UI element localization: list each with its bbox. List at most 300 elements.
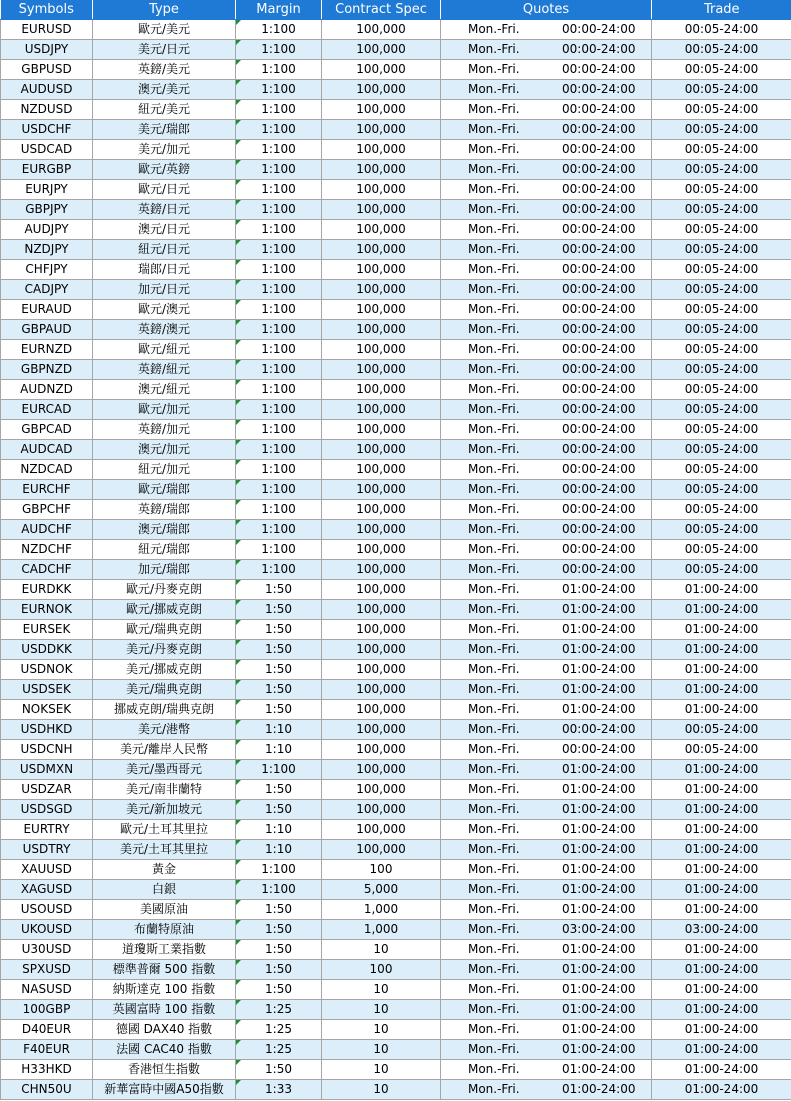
cell-quote-days: Mon.-Fri. bbox=[441, 200, 547, 220]
cell-trade-hours: 00:05-24:00 bbox=[652, 300, 791, 320]
cell-quote-hours: 01:00-24:00 bbox=[547, 1040, 652, 1060]
cell-type: 納斯達克 100 指數 bbox=[93, 980, 236, 1000]
cell-margin: 1:50 bbox=[236, 1060, 322, 1080]
table-row bbox=[1, 60, 791, 80]
cell-symbol: NZDUSD bbox=[1, 100, 93, 120]
cell-margin: 1:10 bbox=[236, 840, 322, 860]
cell-symbol: NASUSD bbox=[1, 980, 93, 1000]
cell-quote-days: Mon.-Fri. bbox=[441, 420, 547, 440]
cell-quote-days: Mon.-Fri. bbox=[441, 260, 547, 280]
table-row bbox=[1, 980, 791, 1000]
cell-margin: 1:100 bbox=[236, 40, 322, 60]
cell-contract-spec: 100,000 bbox=[322, 740, 441, 760]
table-row bbox=[1, 360, 791, 380]
cell-quote-days: Mon.-Fri. bbox=[441, 800, 547, 820]
cell-contract-spec: 100,000 bbox=[322, 200, 441, 220]
cell-quote-days: Mon.-Fri. bbox=[441, 520, 547, 540]
cell-symbol: USDMXN bbox=[1, 760, 93, 780]
table-row bbox=[1, 160, 791, 180]
cell-type: 加元/瑞郎 bbox=[93, 560, 236, 580]
cell-trade-hours: 00:05-24:00 bbox=[652, 260, 791, 280]
cell-trade-hours: 00:05-24:00 bbox=[652, 280, 791, 300]
cell-symbol: U30USD bbox=[1, 940, 93, 960]
cell-trade-hours: 00:05-24:00 bbox=[652, 80, 791, 100]
cell-quote-days: Mon.-Fri. bbox=[441, 740, 547, 760]
cell-type: 美元/丹麥克朗 bbox=[93, 640, 236, 660]
cell-symbol: GBPJPY bbox=[1, 200, 93, 220]
cell-quote-hours: 00:00-24:00 bbox=[547, 20, 652, 40]
cell-margin: 1:100 bbox=[236, 500, 322, 520]
cell-quote-hours: 00:00-24:00 bbox=[547, 300, 652, 320]
cell-quote-hours: 01:00-24:00 bbox=[547, 580, 652, 600]
cell-contract-spec: 10 bbox=[322, 1000, 441, 1020]
cell-contract-spec: 100 bbox=[322, 960, 441, 980]
cell-margin: 1:100 bbox=[236, 340, 322, 360]
table-row bbox=[1, 580, 791, 600]
cell-type: 美國原油 bbox=[93, 900, 236, 920]
cell-contract-spec: 100,000 bbox=[322, 580, 441, 600]
cell-quote-hours: 01:00-24:00 bbox=[547, 800, 652, 820]
cell-quote-hours: 00:00-24:00 bbox=[547, 140, 652, 160]
cell-margin: 1:100 bbox=[236, 440, 322, 460]
table-row bbox=[1, 1020, 791, 1040]
cell-type: 英鎊/澳元 bbox=[93, 320, 236, 340]
cell-symbol: EURDKK bbox=[1, 580, 93, 600]
cell-margin: 1:100 bbox=[236, 460, 322, 480]
cell-trade-hours: 00:05-24:00 bbox=[652, 540, 791, 560]
table-row bbox=[1, 940, 791, 960]
table-row bbox=[1, 400, 791, 420]
header-row bbox=[1, 0, 791, 20]
cell-quote-days: Mon.-Fri. bbox=[441, 820, 547, 840]
table-row bbox=[1, 920, 791, 940]
table-row bbox=[1, 520, 791, 540]
header-trade: Trade bbox=[652, 0, 791, 20]
cell-quote-hours: 01:00-24:00 bbox=[547, 680, 652, 700]
cell-contract-spec: 100,000 bbox=[322, 340, 441, 360]
cell-type: 挪威克朗/瑞典克朗 bbox=[93, 700, 236, 720]
cell-type: 美元/加元 bbox=[93, 140, 236, 160]
cell-type: 美元/瑞郎 bbox=[93, 120, 236, 140]
cell-trade-hours: 01:00-24:00 bbox=[652, 840, 791, 860]
cell-contract-spec: 10 bbox=[322, 980, 441, 1000]
cell-symbol: UKOUSD bbox=[1, 920, 93, 940]
cell-type: 瑞郎/日元 bbox=[93, 260, 236, 280]
cell-type: 英鎊/瑞郎 bbox=[93, 500, 236, 520]
cell-symbol: CADJPY bbox=[1, 280, 93, 300]
cell-symbol: GBPAUD bbox=[1, 320, 93, 340]
cell-margin: 1:100 bbox=[236, 200, 322, 220]
header-symbols: Symbols bbox=[1, 0, 93, 20]
cell-symbol: AUDCAD bbox=[1, 440, 93, 460]
cell-margin: 1:10 bbox=[236, 740, 322, 760]
cell-margin: 1:100 bbox=[236, 380, 322, 400]
cell-contract-spec: 100,000 bbox=[322, 840, 441, 860]
cell-trade-hours: 00:05-24:00 bbox=[652, 360, 791, 380]
table-row bbox=[1, 40, 791, 60]
cell-quote-days: Mon.-Fri. bbox=[441, 20, 547, 40]
cell-quote-days: Mon.-Fri. bbox=[441, 160, 547, 180]
cell-contract-spec: 100,000 bbox=[322, 280, 441, 300]
cell-quote-hours: 01:00-24:00 bbox=[547, 820, 652, 840]
cell-type: 美元/南非蘭特 bbox=[93, 780, 236, 800]
cell-trade-hours: 01:00-24:00 bbox=[652, 980, 791, 1000]
cell-contract-spec: 100,000 bbox=[322, 320, 441, 340]
cell-margin: 1:25 bbox=[236, 1040, 322, 1060]
cell-quote-days: Mon.-Fri. bbox=[441, 280, 547, 300]
cell-margin: 1:100 bbox=[236, 140, 322, 160]
cell-symbol: GBPCAD bbox=[1, 420, 93, 440]
cell-contract-spec: 100,000 bbox=[322, 680, 441, 700]
cell-trade-hours: 00:05-24:00 bbox=[652, 60, 791, 80]
table-row bbox=[1, 660, 791, 680]
cell-quote-days: Mon.-Fri. bbox=[441, 860, 547, 880]
cell-quote-hours: 00:00-24:00 bbox=[547, 560, 652, 580]
cell-quote-hours: 00:00-24:00 bbox=[547, 100, 652, 120]
cell-type: 歐元/丹麥克朗 bbox=[93, 580, 236, 600]
cell-margin: 1:50 bbox=[236, 580, 322, 600]
cell-trade-hours: 01:00-24:00 bbox=[652, 700, 791, 720]
cell-symbol: EURNZD bbox=[1, 340, 93, 360]
cell-type: 德國 DAX40 指數 bbox=[93, 1020, 236, 1040]
cell-margin: 1:100 bbox=[236, 180, 322, 200]
cell-contract-spec: 100,000 bbox=[322, 660, 441, 680]
cell-trade-hours: 01:00-24:00 bbox=[652, 880, 791, 900]
header-contract-spec: Contract Spec bbox=[322, 0, 441, 20]
table-row bbox=[1, 420, 791, 440]
cell-contract-spec: 100,000 bbox=[322, 720, 441, 740]
table-row bbox=[1, 1080, 791, 1100]
cell-type: 歐元/紐元 bbox=[93, 340, 236, 360]
cell-contract-spec: 100,000 bbox=[322, 620, 441, 640]
cell-margin: 1:100 bbox=[236, 240, 322, 260]
cell-symbol: EURCAD bbox=[1, 400, 93, 420]
cell-trade-hours: 01:00-24:00 bbox=[652, 580, 791, 600]
cell-quote-hours: 00:00-24:00 bbox=[547, 40, 652, 60]
cell-quote-hours: 00:00-24:00 bbox=[547, 400, 652, 420]
cell-margin: 1:100 bbox=[236, 520, 322, 540]
cell-quote-days: Mon.-Fri. bbox=[441, 680, 547, 700]
cell-quote-hours: 00:00-24:00 bbox=[547, 720, 652, 740]
cell-margin: 1:100 bbox=[236, 260, 322, 280]
cell-contract-spec: 100,000 bbox=[322, 240, 441, 260]
cell-type: 紐元/美元 bbox=[93, 100, 236, 120]
cell-trade-hours: 01:00-24:00 bbox=[652, 1000, 791, 1020]
cell-symbol: USDNOK bbox=[1, 660, 93, 680]
cell-quote-hours: 01:00-24:00 bbox=[547, 860, 652, 880]
cell-contract-spec: 5,000 bbox=[322, 880, 441, 900]
cell-type: 美元/港幣 bbox=[93, 720, 236, 740]
table-row bbox=[1, 800, 791, 820]
cell-quote-hours: 00:00-24:00 bbox=[547, 480, 652, 500]
cell-type: 白銀 bbox=[93, 880, 236, 900]
cell-margin: 1:100 bbox=[236, 120, 322, 140]
cell-contract-spec: 10 bbox=[322, 1020, 441, 1040]
cell-trade-hours: 00:05-24:00 bbox=[652, 740, 791, 760]
cell-quote-days: Mon.-Fri. bbox=[441, 840, 547, 860]
cell-contract-spec: 100,000 bbox=[322, 420, 441, 440]
cell-margin: 1:50 bbox=[236, 780, 322, 800]
cell-trade-hours: 03:00-24:00 bbox=[652, 920, 791, 940]
cell-contract-spec: 100,000 bbox=[322, 80, 441, 100]
cell-quote-hours: 03:00-24:00 bbox=[547, 920, 652, 940]
cell-symbol: F40EUR bbox=[1, 1040, 93, 1060]
table-row bbox=[1, 760, 791, 780]
cell-quote-hours: 01:00-24:00 bbox=[547, 700, 652, 720]
cell-quote-hours: 00:00-24:00 bbox=[547, 320, 652, 340]
table-row bbox=[1, 140, 791, 160]
cell-symbol: EURAUD bbox=[1, 300, 93, 320]
header-quotes: Quotes bbox=[441, 0, 652, 20]
cell-quote-hours: 00:00-24:00 bbox=[547, 180, 652, 200]
cell-quote-hours: 00:00-24:00 bbox=[547, 200, 652, 220]
cell-contract-spec: 100,000 bbox=[322, 800, 441, 820]
cell-type: 法國 CAC40 指數 bbox=[93, 1040, 236, 1060]
cell-type: 布蘭特原油 bbox=[93, 920, 236, 940]
cell-quote-hours: 00:00-24:00 bbox=[547, 160, 652, 180]
cell-margin: 1:100 bbox=[236, 540, 322, 560]
cell-trade-hours: 00:05-24:00 bbox=[652, 500, 791, 520]
cell-symbol: NZDCHF bbox=[1, 540, 93, 560]
cell-quote-hours: 00:00-24:00 bbox=[547, 360, 652, 380]
cell-margin: 1:10 bbox=[236, 720, 322, 740]
cell-quote-hours: 01:00-24:00 bbox=[547, 980, 652, 1000]
cell-trade-hours: 01:00-24:00 bbox=[652, 1060, 791, 1080]
cell-type: 美元/瑞典克朗 bbox=[93, 680, 236, 700]
cell-quote-days: Mon.-Fri. bbox=[441, 240, 547, 260]
cell-trade-hours: 01:00-24:00 bbox=[652, 960, 791, 980]
cell-trade-hours: 01:00-24:00 bbox=[652, 640, 791, 660]
cell-trade-hours: 00:05-24:00 bbox=[652, 320, 791, 340]
cell-type: 香港恒生指數 bbox=[93, 1060, 236, 1080]
cell-quote-days: Mon.-Fri. bbox=[441, 620, 547, 640]
cell-margin: 1:100 bbox=[236, 760, 322, 780]
table-row bbox=[1, 320, 791, 340]
table-row bbox=[1, 960, 791, 980]
table-row bbox=[1, 640, 791, 660]
cell-quote-days: Mon.-Fri. bbox=[441, 700, 547, 720]
cell-symbol: XAUUSD bbox=[1, 860, 93, 880]
cell-symbol: USDHKD bbox=[1, 720, 93, 740]
cell-contract-spec: 100,000 bbox=[322, 500, 441, 520]
table-row bbox=[1, 220, 791, 240]
cell-symbol: CHFJPY bbox=[1, 260, 93, 280]
table-row bbox=[1, 480, 791, 500]
cell-contract-spec: 100,000 bbox=[322, 60, 441, 80]
cell-margin: 1:100 bbox=[236, 420, 322, 440]
cell-type: 澳元/美元 bbox=[93, 80, 236, 100]
cell-contract-spec: 100,000 bbox=[322, 100, 441, 120]
table-row bbox=[1, 380, 791, 400]
cell-margin: 1:10 bbox=[236, 820, 322, 840]
cell-symbol: NOKSEK bbox=[1, 700, 93, 720]
cell-type: 新華富時中國A50指數 bbox=[93, 1080, 236, 1100]
cell-quote-days: Mon.-Fri. bbox=[441, 660, 547, 680]
cell-symbol: EURNOK bbox=[1, 600, 93, 620]
cell-type: 美元/離岸人民幣 bbox=[93, 740, 236, 760]
table-row bbox=[1, 860, 791, 880]
cell-quote-days: Mon.-Fri. bbox=[441, 120, 547, 140]
cell-type: 標準普爾 500 指數 bbox=[93, 960, 236, 980]
cell-contract-spec: 100,000 bbox=[322, 460, 441, 480]
cell-margin: 1:50 bbox=[236, 900, 322, 920]
table-row bbox=[1, 100, 791, 120]
cell-margin: 1:50 bbox=[236, 980, 322, 1000]
cell-margin: 1:25 bbox=[236, 1000, 322, 1020]
table-row bbox=[1, 200, 791, 220]
cell-trade-hours: 01:00-24:00 bbox=[652, 800, 791, 820]
cell-quote-days: Mon.-Fri. bbox=[441, 460, 547, 480]
cell-trade-hours: 00:05-24:00 bbox=[652, 340, 791, 360]
cell-trade-hours: 01:00-24:00 bbox=[652, 660, 791, 680]
cell-type: 英鎊/美元 bbox=[93, 60, 236, 80]
cell-trade-hours: 01:00-24:00 bbox=[652, 680, 791, 700]
cell-contract-spec: 100,000 bbox=[322, 20, 441, 40]
cell-margin: 1:50 bbox=[236, 940, 322, 960]
table-row bbox=[1, 680, 791, 700]
cell-type: 歐元/挪威克朗 bbox=[93, 600, 236, 620]
cell-type: 美元/土耳其里拉 bbox=[93, 840, 236, 860]
cell-quote-days: Mon.-Fri. bbox=[441, 340, 547, 360]
cell-type: 美元/挪威克朗 bbox=[93, 660, 236, 680]
cell-contract-spec: 100,000 bbox=[322, 480, 441, 500]
cell-quote-hours: 01:00-24:00 bbox=[547, 1020, 652, 1040]
table-row bbox=[1, 340, 791, 360]
table-row bbox=[1, 620, 791, 640]
cell-trade-hours: 01:00-24:00 bbox=[652, 940, 791, 960]
table-row bbox=[1, 700, 791, 720]
cell-margin: 1:100 bbox=[236, 160, 322, 180]
cell-quote-days: Mon.-Fri. bbox=[441, 320, 547, 340]
cell-contract-spec: 10 bbox=[322, 1040, 441, 1060]
cell-symbol: GBPUSD bbox=[1, 60, 93, 80]
cell-quote-days: Mon.-Fri. bbox=[441, 580, 547, 600]
cell-contract-spec: 10 bbox=[322, 1080, 441, 1100]
cell-margin: 1:100 bbox=[236, 60, 322, 80]
table-row bbox=[1, 240, 791, 260]
cell-type: 美元/墨西哥元 bbox=[93, 760, 236, 780]
cell-quote-days: Mon.-Fri. bbox=[441, 640, 547, 660]
cell-margin: 1:100 bbox=[236, 20, 322, 40]
cell-trade-hours: 00:05-24:00 bbox=[652, 440, 791, 460]
cell-quote-days: Mon.-Fri. bbox=[441, 980, 547, 1000]
cell-symbol: AUDNZD bbox=[1, 380, 93, 400]
cell-symbol: EURTRY bbox=[1, 820, 93, 840]
cell-symbol: USDJPY bbox=[1, 40, 93, 60]
cell-symbol: USOUSD bbox=[1, 900, 93, 920]
cell-contract-spec: 100,000 bbox=[322, 300, 441, 320]
cell-trade-hours: 01:00-24:00 bbox=[652, 820, 791, 840]
cell-quote-hours: 01:00-24:00 bbox=[547, 760, 652, 780]
cell-trade-hours: 00:05-24:00 bbox=[652, 140, 791, 160]
cell-quote-hours: 00:00-24:00 bbox=[547, 540, 652, 560]
table-row bbox=[1, 440, 791, 460]
cell-symbol: EURSEK bbox=[1, 620, 93, 640]
cell-trade-hours: 00:05-24:00 bbox=[652, 200, 791, 220]
cell-quote-days: Mon.-Fri. bbox=[441, 1040, 547, 1060]
cell-type: 歐元/加元 bbox=[93, 400, 236, 420]
cell-trade-hours: 00:05-24:00 bbox=[652, 460, 791, 480]
cell-quote-hours: 00:00-24:00 bbox=[547, 460, 652, 480]
cell-trade-hours: 01:00-24:00 bbox=[652, 620, 791, 640]
cell-trade-hours: 01:00-24:00 bbox=[652, 860, 791, 880]
cell-margin: 1:25 bbox=[236, 1020, 322, 1040]
cell-margin: 1:50 bbox=[236, 640, 322, 660]
cell-trade-hours: 00:05-24:00 bbox=[652, 100, 791, 120]
cell-symbol: EURJPY bbox=[1, 180, 93, 200]
table-row bbox=[1, 720, 791, 740]
table-row bbox=[1, 1000, 791, 1020]
cell-quote-days: Mon.-Fri. bbox=[441, 180, 547, 200]
cell-contract-spec: 100,000 bbox=[322, 700, 441, 720]
cell-trade-hours: 00:05-24:00 bbox=[652, 420, 791, 440]
cell-quote-hours: 00:00-24:00 bbox=[547, 60, 652, 80]
cell-contract-spec: 1,000 bbox=[322, 920, 441, 940]
cell-quote-days: Mon.-Fri. bbox=[441, 900, 547, 920]
cell-quote-hours: 00:00-24:00 bbox=[547, 340, 652, 360]
cell-quote-hours: 00:00-24:00 bbox=[547, 380, 652, 400]
cell-trade-hours: 00:05-24:00 bbox=[652, 380, 791, 400]
cell-quote-hours: 00:00-24:00 bbox=[547, 740, 652, 760]
cell-quote-hours: 01:00-24:00 bbox=[547, 640, 652, 660]
table-row bbox=[1, 560, 791, 580]
table-row bbox=[1, 280, 791, 300]
cell-type: 歐元/瑞典克朗 bbox=[93, 620, 236, 640]
cell-type: 歐元/美元 bbox=[93, 20, 236, 40]
cell-contract-spec: 100,000 bbox=[322, 260, 441, 280]
cell-quote-hours: 01:00-24:00 bbox=[547, 900, 652, 920]
cell-margin: 1:100 bbox=[236, 100, 322, 120]
table-row bbox=[1, 1060, 791, 1080]
cell-quote-days: Mon.-Fri. bbox=[441, 560, 547, 580]
table-row bbox=[1, 500, 791, 520]
cell-margin: 1:50 bbox=[236, 960, 322, 980]
cell-quote-days: Mon.-Fri. bbox=[441, 720, 547, 740]
cell-symbol: USDTRY bbox=[1, 840, 93, 860]
cell-trade-hours: 00:05-24:00 bbox=[652, 520, 791, 540]
cell-contract-spec: 100,000 bbox=[322, 520, 441, 540]
cell-quote-days: Mon.-Fri. bbox=[441, 400, 547, 420]
cell-quote-hours: 01:00-24:00 bbox=[547, 620, 652, 640]
cell-type: 澳元/加元 bbox=[93, 440, 236, 460]
table-row bbox=[1, 900, 791, 920]
cell-type: 美元/日元 bbox=[93, 40, 236, 60]
cell-quote-hours: 01:00-24:00 bbox=[547, 1080, 652, 1100]
cell-quote-days: Mon.-Fri. bbox=[441, 300, 547, 320]
cell-trade-hours: 01:00-24:00 bbox=[652, 780, 791, 800]
cell-symbol: AUDUSD bbox=[1, 80, 93, 100]
cell-type: 澳元/日元 bbox=[93, 220, 236, 240]
cell-symbol: USDCNH bbox=[1, 740, 93, 760]
cell-type: 英鎊/紐元 bbox=[93, 360, 236, 380]
cell-quote-hours: 00:00-24:00 bbox=[547, 220, 652, 240]
cell-symbol: SPXUSD bbox=[1, 960, 93, 980]
cell-symbol: CADCHF bbox=[1, 560, 93, 580]
header-margin: Margin bbox=[236, 0, 322, 20]
table-row bbox=[1, 20, 791, 40]
cell-quote-days: Mon.-Fri. bbox=[441, 940, 547, 960]
cell-margin: 1:100 bbox=[236, 300, 322, 320]
cell-symbol: NZDJPY bbox=[1, 240, 93, 260]
cell-quote-hours: 00:00-24:00 bbox=[547, 80, 652, 100]
cell-type: 紐元/日元 bbox=[93, 240, 236, 260]
cell-contract-spec: 100,000 bbox=[322, 600, 441, 620]
cell-quote-days: Mon.-Fri. bbox=[441, 1000, 547, 1020]
cell-quote-hours: 00:00-24:00 bbox=[547, 520, 652, 540]
cell-quote-days: Mon.-Fri. bbox=[441, 360, 547, 380]
cell-symbol: EURCHF bbox=[1, 480, 93, 500]
cell-symbol: NZDCAD bbox=[1, 460, 93, 480]
